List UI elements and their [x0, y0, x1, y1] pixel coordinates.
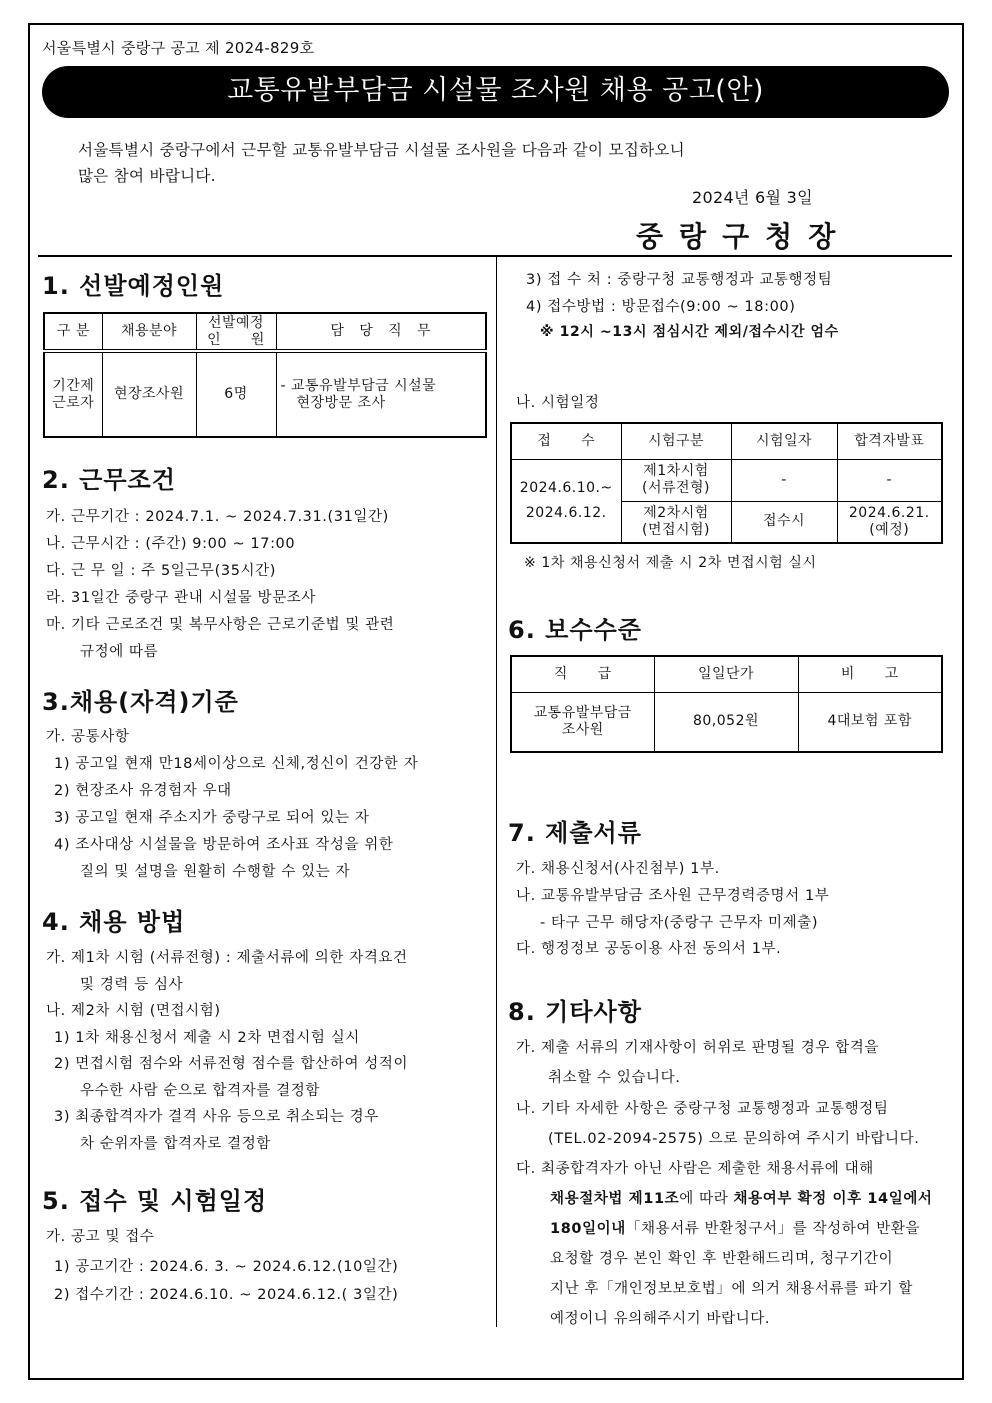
list-item: 차 순위자를 합격자로 결정함 — [80, 1136, 271, 1152]
table-row — [511, 692, 942, 752]
exam-type-cell — [621, 459, 731, 501]
table-header: 시험일자 — [731, 423, 837, 459]
list-item: 질의 및 설명을 원활히 수행할 수 있는 자 — [80, 864, 351, 880]
table-header-row — [511, 656, 942, 692]
cell-line: (면접시험) — [641, 521, 711, 538]
list-item: 및 경력 등 심사 — [80, 977, 184, 993]
column-divider — [496, 257, 497, 1327]
table-header: 구 분 — [44, 313, 102, 351]
list-item: 1) 공고기간 : 2024.6. 3. ~ 2024.6.12.(10일간) — [54, 1259, 399, 1275]
list-item: 4) 조사대상 시설물을 방문하여 조사표 작성을 위한 — [54, 837, 394, 853]
cell-line: 교통유발부담금 — [533, 704, 632, 721]
table-header: 담 당 직 무 — [276, 313, 486, 351]
table-row — [511, 459, 942, 501]
page-title: 교통유발부담금 시설물 조사원 채용 공고(안) — [42, 66, 949, 118]
table-header — [196, 313, 276, 351]
section-heading: 4. 채용 방법 — [42, 908, 186, 936]
field-cell: 현장조사원 — [102, 351, 196, 437]
table-header-row — [511, 423, 942, 459]
table-header: 직 급 — [511, 656, 654, 692]
announce-cell — [837, 501, 942, 543]
table-header: 일일단가 — [654, 656, 798, 692]
list-item: 가. 공통사항 — [46, 729, 130, 745]
cell-line: 제1차시험 — [643, 463, 709, 479]
section-heading: 5. 접수 및 시험일정 — [42, 1187, 268, 1215]
signer: 중랑구청장 — [636, 220, 852, 253]
table-row — [44, 351, 486, 437]
list-item — [550, 1217, 920, 1238]
section-heading: 7. 제출서류 — [508, 819, 642, 847]
count-cell: 6명 — [196, 351, 276, 437]
table-header: 합격자발표 — [837, 423, 942, 459]
text: 에 따라 — [679, 1191, 734, 1207]
list-item: 가. 채용신청서(사진첨부) 1부. — [516, 861, 720, 877]
text: 「채용서류 반환청구서」를 작성하여 반환을 — [625, 1221, 921, 1237]
intro-text — [78, 137, 878, 189]
list-item: 다. 근 무 일 : 주 5일근무(35시간) — [46, 563, 277, 579]
list-item: 가. 제1차 시험 (서류전형) : 제출서류에 의한 자격요건 — [46, 950, 408, 966]
bold-text: 채용여부 확정 이후 14일에서 — [733, 1191, 933, 1207]
list-item: 3) 접 수 처 : 중랑구청 교통행정과 교통행정팀 — [526, 272, 833, 288]
list-item: 1) 1차 채용신청서 제출 시 2차 면접시험 실시 — [54, 1030, 360, 1046]
list-item: (TEL.02-2094-2575) 으로 문의하여 주시기 바랍니다. — [548, 1131, 920, 1147]
list-item: 나. 제2차 시험 (면접시험) — [46, 1003, 221, 1019]
list-item: 우수한 사람 순으로 합격자를 결정함 — [80, 1083, 320, 1099]
exam-date-cell: - — [731, 459, 837, 501]
cell-line: 2024.6.21. — [848, 504, 930, 521]
header-line: 인 원 — [207, 331, 265, 348]
list-item: 다. 최종합격자가 아닌 사람은 제출한 채용서류에 대해 — [516, 1161, 874, 1177]
intro-line: 많은 참여 바랍니다. — [78, 167, 216, 185]
list-item: 라. 31일간 중랑구 관내 시설물 방문조사 — [46, 590, 317, 606]
divider — [38, 255, 952, 257]
grade-cell — [511, 692, 654, 752]
list-item: 예정이니 유의해주시기 바랍니다. — [550, 1311, 771, 1327]
table-header: 비 고 — [798, 656, 942, 692]
list-item: 가. 근무기간 : 2024.7.1. ~ 2024.7.31.(31일간) — [46, 509, 389, 525]
staffing-table — [43, 312, 487, 438]
cell-line: 기간제 — [52, 377, 95, 394]
list-item: 나. 교통유발부담금 조사원 근무경력증명서 1부 — [516, 888, 830, 904]
note-cell: 4대보험 포함 — [798, 692, 942, 752]
list-item: 3) 공고일 현재 주소지가 중랑구로 되어 있는 자 — [54, 810, 370, 826]
list-item: 가. 공고 및 접수 — [46, 1229, 155, 1245]
cell-line: 조사원 — [561, 721, 604, 738]
cell-line: (예정) — [869, 521, 910, 538]
reception-cell — [511, 459, 621, 543]
list-item: 규정에 따름 — [80, 644, 159, 660]
list-item: 3) 최종합격자가 결격 사유 등으로 취소되는 경우 — [54, 1109, 379, 1125]
notice-date: 2024년 6월 3일 — [692, 188, 813, 207]
table-header: 시험구분 — [621, 423, 731, 459]
list-item: 취소할 수 있습니다. — [548, 1070, 681, 1086]
cell-line: - 교통유발부담금 시설물 — [280, 377, 437, 394]
table-header: 채용분야 — [102, 313, 196, 351]
cell-line: 2024.6.10.~ — [519, 479, 613, 496]
list-item: 1) 공고일 현재 만18세이상으로 신체,정신이 건강한 자 — [54, 756, 419, 772]
section-heading: 1. 선발예정인원 — [42, 272, 225, 300]
cell-line: 현장방문 조사 — [296, 394, 386, 411]
announce-cell: - — [837, 459, 942, 501]
list-item: 지난 후「개인정보보호법」에 의거 채용서류를 파기 할 — [550, 1281, 913, 1297]
duty-cell — [276, 351, 486, 437]
list-item: - 타구 근무 해당자(중랑구 근무자 미제출) — [540, 915, 819, 931]
section-heading: 3.채용(자격)기준 — [42, 688, 239, 716]
list-item: 2) 현장조사 유경험자 우대 — [54, 783, 232, 799]
list-item — [550, 1187, 933, 1208]
bold-text: 채용절차법 제11조 — [550, 1191, 680, 1207]
list-item: 나. 근무시간 : (주간) 9:00 ~ 17:00 — [46, 536, 296, 552]
list-item: 요청할 경우 본인 확인 후 반환해드리며, 청구기간이 — [550, 1251, 894, 1267]
cell-line: (서류전형) — [641, 480, 711, 496]
list-item: 2) 접수기간 : 2024.6.10. ~ 2024.6.12.( 3일간) — [54, 1287, 399, 1303]
exam-date-cell: 접수시 — [731, 501, 837, 543]
list-item: 마. 기타 근로조건 및 복무사항은 근로기준법 및 관련 — [46, 617, 395, 633]
schedule-label: 나. 시험일정 — [516, 395, 600, 411]
intro-line: 서울특별시 중랑구에서 근무할 교통유발부담금 시설물 조사원을 다음과 같이 모집하오니 — [78, 141, 685, 159]
list-item: 나. 기타 자세한 사항은 중랑구청 교통행정과 교통행정팀 — [516, 1101, 889, 1117]
cell-line: 제2차시험 — [643, 504, 709, 521]
category-cell — [44, 351, 102, 437]
cell-line: 근로자 — [52, 394, 95, 411]
section-heading: 8. 기타사항 — [508, 998, 642, 1026]
schedule-note: ※ 1차 채용신청서 제출 시 2차 면접시험 실시 — [524, 555, 817, 571]
pay-table — [510, 655, 943, 753]
daily-wage-cell: 80,052원 — [654, 692, 798, 752]
list-item: 가. 제출 서류의 기재사항이 허위로 판명될 경우 합격을 — [516, 1040, 880, 1056]
lunch-note: ※ 12시 ~13시 점심시간 제외/접수시간 엄수 — [540, 324, 839, 340]
table-header: 접 수 — [511, 423, 621, 459]
list-item: 2) 면접시험 점수와 서류전형 점수를 합산하여 성적이 — [54, 1056, 409, 1072]
section-heading: 2. 근무조건 — [42, 466, 176, 494]
section-heading: 6. 보수수준 — [508, 616, 642, 644]
bold-text: 180일이내 — [550, 1221, 626, 1237]
list-item: 4) 접수방법 : 방문접수(9:00 ~ 18:00) — [526, 299, 796, 315]
notice-number: 서울특별시 중랑구 공고 제 2024-829호 — [42, 39, 315, 57]
cell-line: 2024.6.12. — [525, 504, 607, 521]
header-line: 선발예정 — [207, 314, 265, 331]
exam-type-cell — [621, 501, 731, 543]
list-item: 다. 행정정보 공동이용 사전 동의서 1부. — [516, 941, 782, 957]
schedule-table — [510, 422, 943, 544]
